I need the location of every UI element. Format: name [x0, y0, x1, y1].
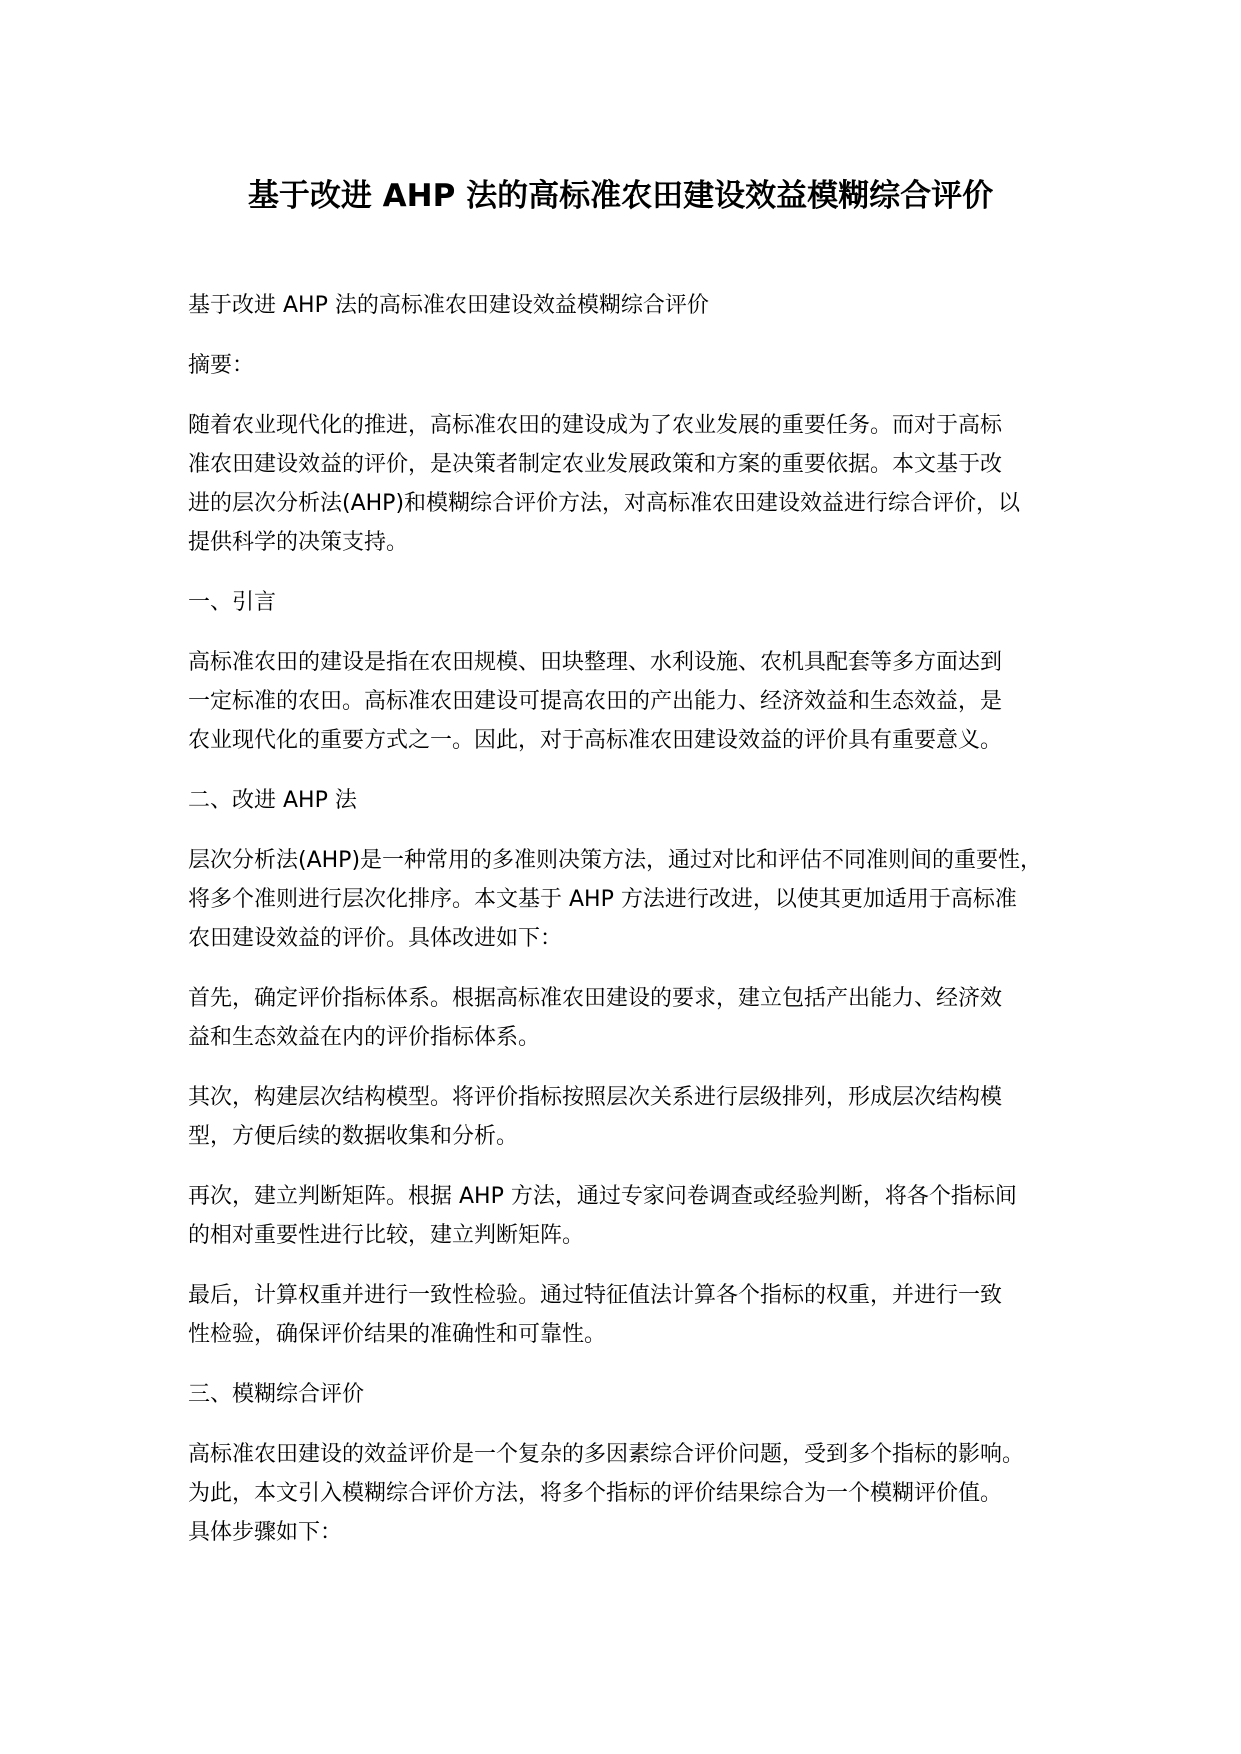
text-line: 其次，构建层次结构模型。将评价指标按照层次关系进行层级排列，形成层次结构模 [188, 1085, 1003, 1110]
abstract-heading [188, 346, 1088, 385]
step-last-paragraph [188, 1276, 1088, 1354]
document-body [188, 286, 1088, 1573]
text-line: 首先，确定评价指标体系。根据高标准农田建设的要求，建立包括产出能力、经济效 [188, 986, 1003, 1011]
step-first-paragraph [188, 979, 1088, 1057]
document-title: 基于改进 AHP 法的高标准农田建设效益模糊综合评价 [247, 178, 994, 214]
text-line: 三、模糊综合评价 [188, 1382, 365, 1407]
ahp-overview-paragraph [188, 841, 1088, 958]
text-line: 进的层次分析法(AHP)和模糊综合评价方法，对高标准农田建设效益进行综合评价，以 [188, 491, 1021, 516]
text-line: 一定标准的农田。高标准农田建设可提高农田的产出能力、经济效益和生态效益，是 [188, 689, 1003, 714]
text-line: 准农田建设效益的评价，是决策者制定农业发展政策和方案的重要依据。本文基于改 [188, 452, 1003, 477]
text-line: 为此，本文引入模糊综合评价方法，将多个指标的评价结果综合为一个模糊评价值。 [188, 1481, 1003, 1506]
text-line: 随着农业现代化的推进，高标准农田的建设成为了农业发展的重要任务。而对于高标 [188, 413, 1003, 438]
text-line: 提供科学的决策支持。 [188, 530, 409, 555]
section-heading-introduction [188, 583, 1088, 622]
text-line: 一、引言 [188, 590, 277, 615]
text-line: 二、改进 AHP 法 [188, 788, 357, 813]
text-line: 农田建设效益的评价。具体改进如下： [188, 926, 563, 951]
text-line: 摘要： [188, 353, 255, 378]
subtitle-paragraph [188, 286, 1088, 325]
introduction-paragraph [188, 643, 1088, 760]
section-heading-fuzzy-evaluation [188, 1375, 1088, 1414]
fuzzy-evaluation-paragraph [188, 1435, 1088, 1552]
text-line: 最后，计算权重并进行一致性检验。通过特征值法计算各个指标的权重，并进行一致 [188, 1283, 1003, 1308]
text-line: 基于改进 AHP 法的高标准农田建设效益模糊综合评价 [188, 293, 709, 318]
text-line: 农业现代化的重要方式之一。因此，对于高标准农田建设效益的评价具有重要意义。 [188, 728, 1003, 753]
text-line: 益和生态效益在内的评价指标体系。 [188, 1025, 541, 1050]
step-third-paragraph [188, 1177, 1088, 1255]
abstract-paragraph [188, 406, 1088, 562]
text-line: 将多个准则进行层次化排序。本文基于 AHP 方法进行改进，以使其更加适用于高标准 [188, 887, 1017, 912]
text-line: 型，方便后续的数据收集和分析。 [188, 1124, 519, 1149]
text-line: 层次分析法(AHP)是一种常用的多准则决策方法，通过对比和评估不同准则间的重要性， [188, 848, 1043, 873]
section-heading-improved-ahp [188, 781, 1088, 820]
text-line: 性检验，确保评价结果的准确性和可靠性。 [188, 1322, 607, 1347]
step-second-paragraph [188, 1078, 1088, 1156]
text-line: 的相对重要性进行比较，建立判断矩阵。 [188, 1223, 585, 1248]
text-line: 高标准农田建设的效益评价是一个复杂的多因素综合评价问题，受到多个指标的影响。 [188, 1442, 1025, 1467]
text-line: 高标准农田的建设是指在农田规模、田块整理、水利设施、农机具配套等多方面达到 [188, 650, 1003, 675]
text-line: 再次，建立判断矩阵。根据 AHP 方法，通过专家问卷调查或经验判断，将各个指标间 [188, 1184, 1017, 1209]
text-line: 具体步骤如下： [188, 1520, 343, 1545]
